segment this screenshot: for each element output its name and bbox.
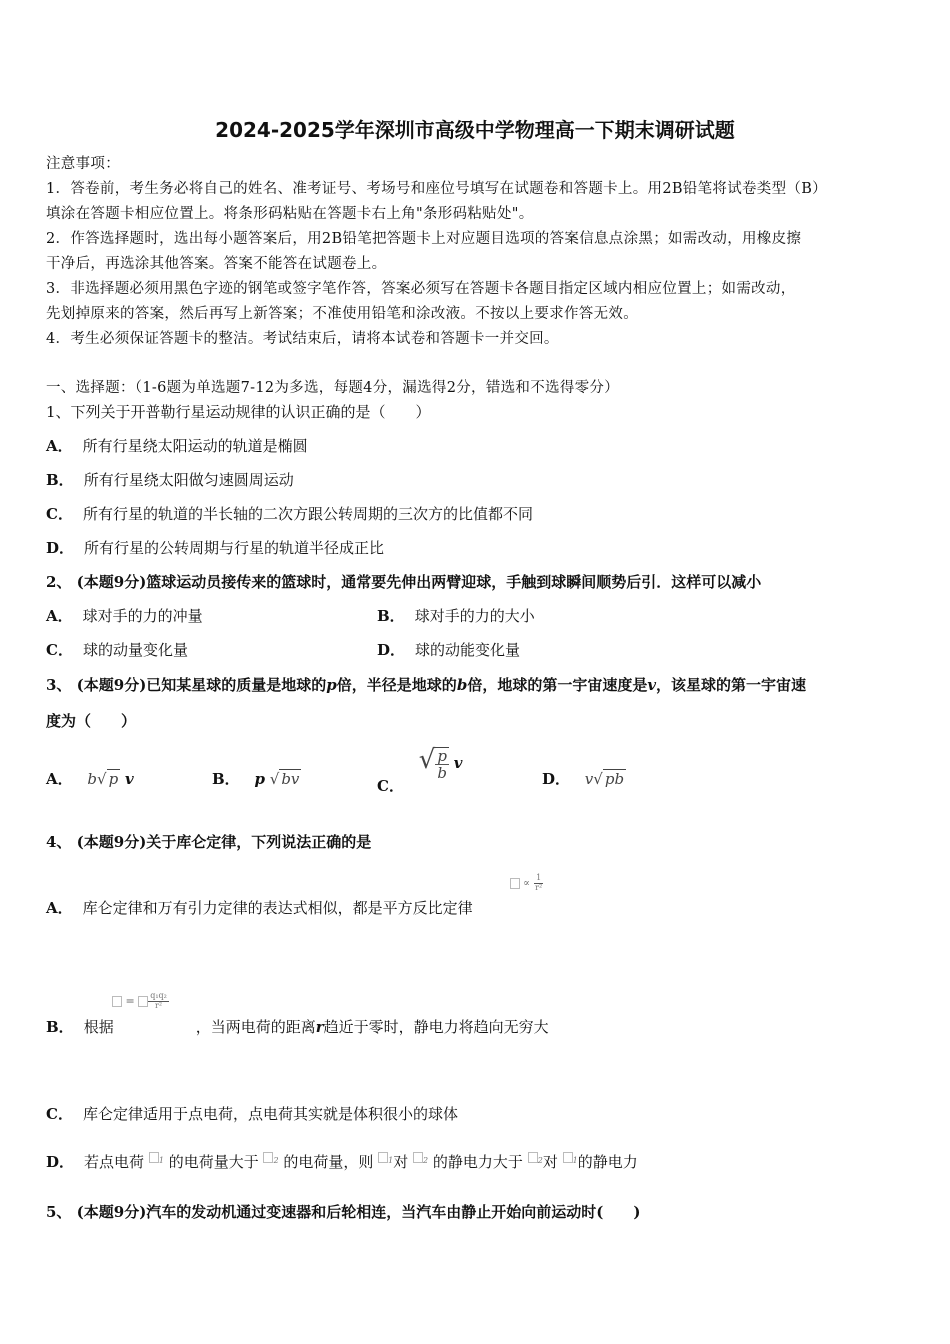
q2-stem: 2、 (本题9分)篮球运动员接传来的篮球时，通常要先伸出两臂迎球，手触到球瞬间顺势后引．这样可以减小 <box>46 573 762 591</box>
q4-option-c[interactable]: C． 库仑定律适用于点电荷，点电荷其实就是体积很小的球体 <box>46 1105 458 1123</box>
notice-line: 3．非选择题必须用黑色字迹的钢笔或签字笔作答，答案必须写在答题卡各题目指定区域内相应位置上；如需改动， <box>46 281 796 297</box>
q2-option-a[interactable]: A． 球对手的力的冲量 <box>46 607 203 625</box>
q3-option-b[interactable]: B． p √ bv <box>212 770 300 788</box>
q2-option-c[interactable]: C． 球的动量变化量 <box>46 641 188 659</box>
q1-option-b[interactable]: B． 所有行星绕太阳做匀速圆周运动 <box>46 471 294 489</box>
v-symbol: v <box>124 770 134 788</box>
page-title: 2024-2025学年深圳市高级中学物理高一下期末调研试题 <box>215 118 735 142</box>
q2-option-b[interactable]: B． 球对手的力的大小 <box>377 607 535 625</box>
notice-heading: 注意事项： <box>46 156 120 172</box>
q4-option-a[interactable]: A． 库仑定律和万有引力定律的表达式相似，都是平方反比定律 <box>46 899 473 917</box>
notice-line: 填涂在答题卡相应位置上。将条形码粘贴在答题卡右上角"条形码粘贴处"。 <box>46 206 534 222</box>
q1-option-d[interactable]: D． 所有行星的公转周期与行星的轨道半径成正比 <box>46 539 385 557</box>
q4-option-d[interactable]: D． 若点电荷 $^1$ 的电荷量大于 $^2$ 的电荷量，则 $^1$对 $^2$ 的静电力大于 $^2$对 $^1$的静电力 <box>46 1153 638 1171</box>
formula-image: ∝ $\frac{1}{\text{r²}}$ <box>510 874 544 893</box>
v-symbol: v <box>453 754 463 772</box>
q1-option-c[interactable]: C． 所有行星的轨道的半长轴的二次方跟公转周期的三次方的比值都不同 <box>46 505 533 523</box>
q4-stem: 4、 (本题9分)关于库仑定律，下列说法正确的是 <box>46 833 372 851</box>
q2-option-d[interactable]: D． 球的动能变化量 <box>377 641 521 659</box>
notice-line: 4．考生必须保证答题卡的整洁。考试结束后，请将本试卷和答题卡一并交回。 <box>46 331 559 347</box>
notice-line: 干净后，再选涂其他答案。答案不能答在试题卷上。 <box>46 256 387 272</box>
q3-stem: 3、 (本题9分)已知某星球的质量是地球的p倍，半径是地球的b倍，地球的第一宇宙速度是v，该星球的第一宇宙速 <box>46 676 807 694</box>
q3-option-c[interactable]: C． √ $\frac{p}{b}$ v <box>377 745 463 795</box>
q5-stem: 5、 (本题9分)汽车的发动机通过变速器和后轮相连，当汽车由静止开始向前运动时( ) <box>46 1203 641 1221</box>
notice-line: 1．答卷前，考生务必将自己的姓名、准考证号、考场号和座位号填写在试题卷和答题卡上。用2B铅笔将试卷类型（B） <box>46 181 827 197</box>
q3-option-a[interactable]: A． b√ p v <box>46 770 134 788</box>
q1-option-a[interactable]: A． 所有行星绕太阳运动的轨道是椭圆 <box>46 437 308 455</box>
q4-option-b[interactable]: B． 根据 ，当两电荷的距离r趋近于零时，静电力将趋向无穷大 <box>46 1018 549 1036</box>
q3-option-d[interactable]: D． v√ pb <box>542 770 625 788</box>
q3-stem-cont: 度为（ ） <box>46 712 137 730</box>
notice-line: 2．作答选择题时，选出每小题答案后，用2B铅笔把答题卡上对应题目选项的答案信息点涂黑；如需改动，用橡皮擦 <box>46 231 802 247</box>
notice-line: 先划掉原来的答案，然后再写上新答案；不准使用铅笔和涂改液。不按以上要求作答无效。 <box>46 306 638 322</box>
section-heading: 一、选择题：（1-6题为单选题7-12为多选，每题4分，漏选得2分，错选和不选得零分） <box>46 380 620 396</box>
q1-stem: 1、下列关于开普勒行星运动规律的认识正确的是（ ） <box>46 403 431 421</box>
p-symbol: p <box>254 770 265 788</box>
formula-image: = $\frac{\text{q₁q₂}}{\text{r²}}$ <box>112 992 169 1011</box>
